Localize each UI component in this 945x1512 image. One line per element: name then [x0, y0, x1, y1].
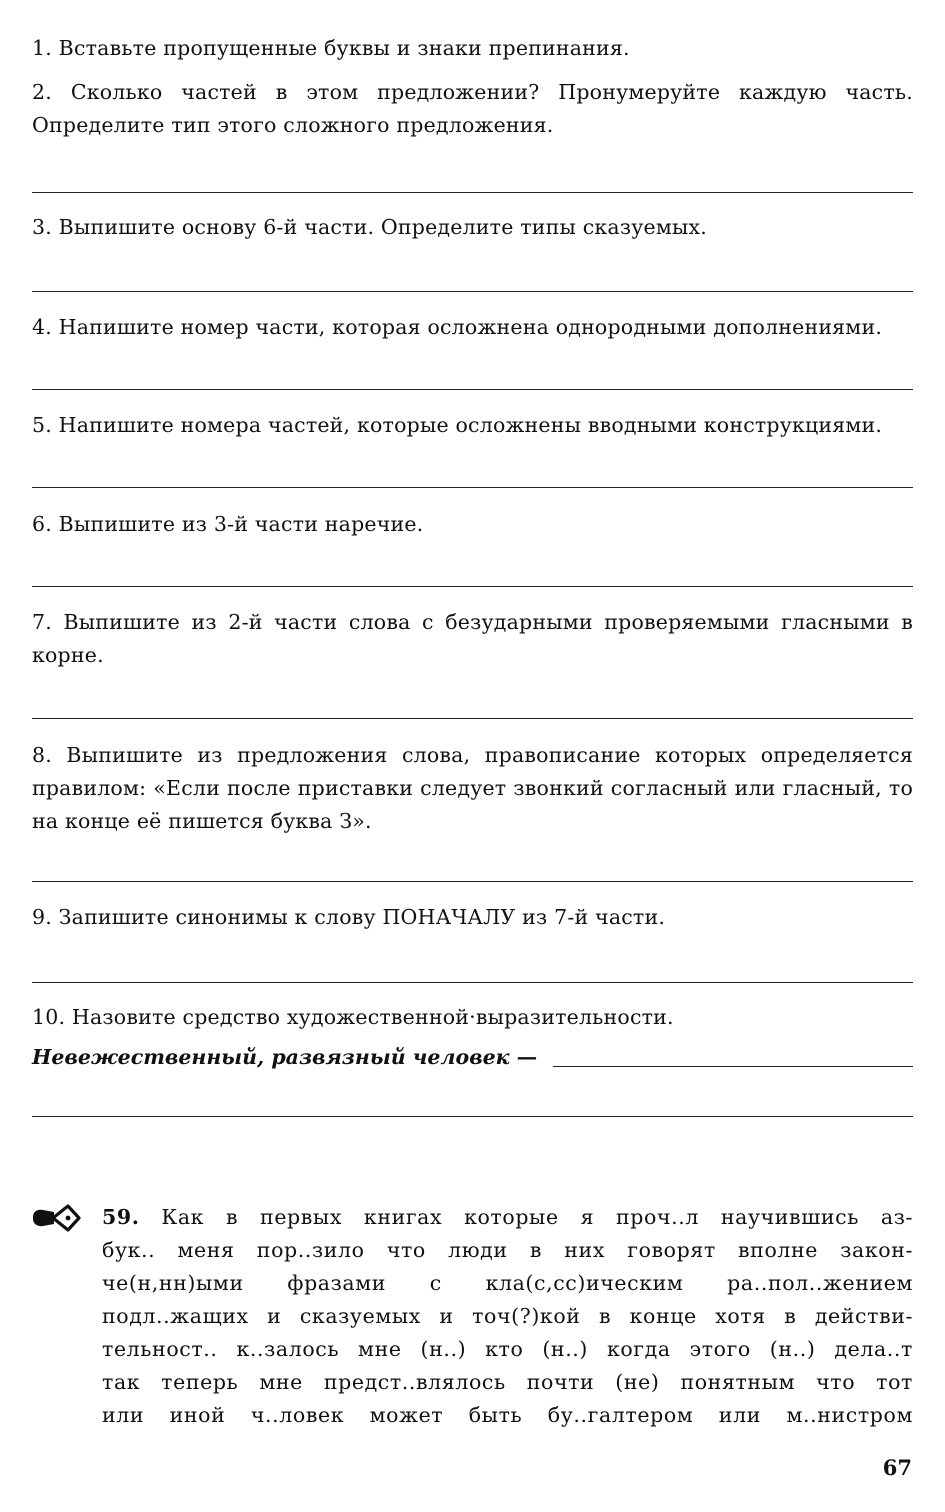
question-1: 1. Вставьте пропущенные буквы и знаки препинания. — [32, 36, 630, 60]
answer-line[interactable] — [32, 291, 913, 292]
task-text-line-4: подл..жащих и сказуемых и точ(?)кой в конце хотя в действи- — [102, 1304, 913, 1328]
answer-line[interactable] — [32, 586, 913, 587]
task-text-line-7: или иной ч..ловек может быть бу..галтером или м..нистром — [102, 1403, 913, 1427]
task-text-line — [32, 1201, 913, 1234]
task-text-line-5: тельност.. к..залось мне (н..) кто (н..) когда этого (н..) дела..т — [102, 1337, 913, 1361]
task-number: 59. — [102, 1205, 140, 1229]
task-text-line-1: Как в первых книгах которые я проч..л научившись аз- — [161, 1205, 913, 1229]
answer-line[interactable] — [32, 718, 913, 719]
question-6: 6. Выпишите из 3-й части наречие. — [32, 512, 424, 536]
answer-line[interactable] — [32, 881, 913, 882]
question-8: 8. Выпишите из предложения слова, правописание которых определяется правилом: «Если после приставки следует звонкий согласный или гласный, то на конце её пишется буква З». — [32, 743, 913, 833]
task-59 — [32, 1201, 913, 1432]
q10-prompt: Невежественный, развязный человек — — [32, 1045, 538, 1069]
task-text-line-6: так теперь мне предст..влялось почти (не) понятным что тот — [102, 1370, 913, 1394]
question-2: 2. Сколько частей в этом предложении? Пронумеруйте каждую часть. Определите тип этого сложного предложения. — [32, 80, 913, 137]
answer-line[interactable] — [32, 192, 913, 193]
task-text-line-2: бук.. меня пор..зило что люди в них говорят вполне закон- — [102, 1238, 913, 1262]
pen-nib-icon — [32, 1204, 82, 1232]
answer-line[interactable] — [32, 1116, 913, 1117]
question-10: 10. Назовите средство художественной·выразительности. — [32, 1005, 674, 1029]
page-number: 67 — [882, 1455, 912, 1480]
question-7: 7. Выпишите из 2-й части слова с безударными проверяемыми гласными в корне. — [32, 610, 913, 667]
question-5: 5. Напишите номера частей, которые осложнены вводными конструкциями. — [32, 413, 883, 437]
question-3: 3. Выпишите основу 6-й части. Определите типы сказуемых. — [32, 215, 707, 239]
question-9: 9. Запишите синонимы к слову ПОНАЧАЛУ из 7-й части. — [32, 905, 666, 929]
answer-line[interactable] — [32, 487, 913, 488]
q10-answer-line[interactable] — [553, 1066, 913, 1067]
q10-answer-row — [32, 1041, 913, 1074]
question-4: 4. Напишите номер части, которая осложнена однородными дополнениями. — [32, 315, 883, 339]
answer-line[interactable] — [32, 982, 913, 983]
answer-line[interactable] — [32, 389, 913, 390]
exercise-page — [32, 30, 913, 1117]
task-text-line-3: че(н,нн)ыми фразами с кла(с,сс)ическим ра..пол..жением — [102, 1271, 913, 1295]
